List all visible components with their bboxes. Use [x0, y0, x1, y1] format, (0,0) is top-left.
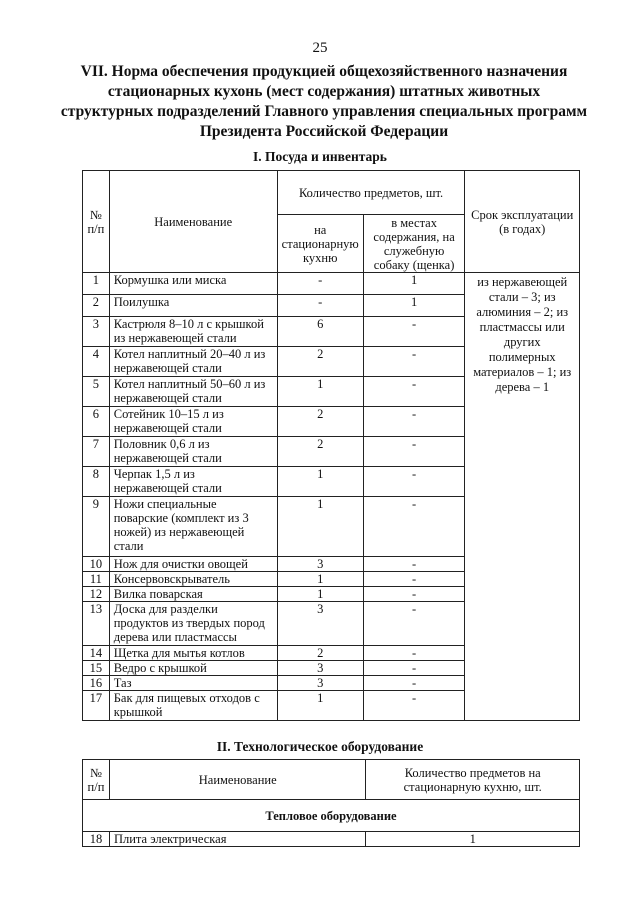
document-title: VII. Норма обеспечения продукцией общехозяйственного назначения стационарных кухонь (мест содержания) штатных животных структурных подразделений Главного управления специальных программ Президента Российской Федерации: [60, 63, 588, 140]
row-places: -: [363, 437, 465, 467]
row-kitchen: 1: [277, 467, 363, 497]
row-kitchen: 6: [277, 317, 363, 347]
row-kitchen: 1: [277, 691, 363, 721]
row-name: Черпак 1,5 л из нержавеющей стали: [109, 467, 277, 497]
header-num: № п/п: [83, 760, 110, 800]
header-name: Наименование: [109, 760, 365, 800]
row-kitchen: 1: [277, 572, 363, 587]
subheading-thermal: Тепловое оборудование: [83, 800, 580, 832]
page-number: 25: [312, 40, 328, 56]
row-places: 1: [363, 273, 465, 295]
row-places: -: [363, 557, 465, 572]
row-places: -: [363, 691, 465, 721]
header-term: Срок эксплуатации (в годах): [465, 171, 580, 273]
row-num: 8: [83, 467, 110, 497]
row-places: -: [363, 676, 465, 691]
row-kitchen: 1: [277, 377, 363, 407]
row-name: Кастрюля 8–10 л с крышкой из нержавеющей стали: [109, 317, 277, 347]
section-title-dishes: I. Посуда и инвентарь: [253, 149, 387, 164]
row-kitchen: 3: [277, 557, 363, 572]
row-name: Нож для очистки овощей: [109, 557, 277, 572]
row-kitchen: 3: [277, 602, 363, 646]
row-num: 14: [83, 646, 110, 661]
header-name: Наименование: [109, 171, 277, 273]
row-places: 1: [363, 295, 465, 317]
row-kitchen: 3: [277, 676, 363, 691]
row-num: 3: [83, 317, 110, 347]
row-name: Щетка для мытья котлов: [109, 646, 277, 661]
row-places: -: [363, 467, 465, 497]
row-num: 18: [83, 832, 110, 847]
row-places: -: [363, 646, 465, 661]
row-num: 17: [83, 691, 110, 721]
row-kitchen: 2: [277, 437, 363, 467]
row-name: Доска для разделки продуктов из твердых пород дерева или пластмассы: [109, 602, 277, 646]
row-name: Таз: [109, 676, 277, 691]
row-num: 13: [83, 602, 110, 646]
row-kitchen: 2: [277, 347, 363, 377]
row-places: -: [363, 497, 465, 557]
row-kitchen: 1: [277, 497, 363, 557]
row-name: Сотейник 10–15 л из нержавеющей стали: [109, 407, 277, 437]
row-kitchen: 3: [277, 661, 363, 676]
row-num: 1: [83, 273, 110, 295]
row-kitchen: 2: [277, 407, 363, 437]
row-name: Ведро с крышкой: [109, 661, 277, 676]
row-name: Котел наплитный 50–60 л из нержавеющей стали: [109, 377, 277, 407]
row-name: Ножи специальные поварские (комплект из 3 ножей) из нержавеющей стали: [109, 497, 277, 557]
row-num: 4: [83, 347, 110, 377]
row-qty: 1: [366, 832, 580, 847]
row-kitchen: -: [277, 295, 363, 317]
row-places: -: [363, 661, 465, 676]
section-title-equipment: II. Технологическое оборудование: [216, 739, 424, 754]
row-num: 6: [83, 407, 110, 437]
row-name: Котел наплитный 20–40 л из нержавеющей стали: [109, 347, 277, 377]
row-places: -: [363, 572, 465, 587]
row-name: Бак для пищевых отходов с крышкой: [109, 691, 277, 721]
row-num: 2: [83, 295, 110, 317]
row-num: 7: [83, 437, 110, 467]
row-num: 11: [83, 572, 110, 587]
row-places: -: [363, 377, 465, 407]
header-qty: Количество предметов на стационарную кухню, шт.: [366, 760, 580, 800]
row-name: Консервовскрыватель: [109, 572, 277, 587]
header-qty: Количество предметов, шт.: [277, 171, 465, 215]
row-places: -: [363, 587, 465, 602]
row-num: 10: [83, 557, 110, 572]
term-cell: из нержавеющей стали – 3; из алюминия – 2; из пластмассы или других полимерных материалов – 1; из дерева – 1: [465, 273, 580, 721]
row-num: 12: [83, 587, 110, 602]
equipment-table: [82, 759, 580, 847]
row-name: Вилка поварская: [109, 587, 277, 602]
row-num: 16: [83, 676, 110, 691]
row-places: -: [363, 407, 465, 437]
row-name: Половник 0,6 л из нержавеющей стали: [109, 437, 277, 467]
row-num: 5: [83, 377, 110, 407]
dishes-table: [82, 170, 580, 721]
row-places: -: [363, 602, 465, 646]
row-name: Плита электрическая: [109, 832, 365, 847]
row-kitchen: -: [277, 273, 363, 295]
row-num: 15: [83, 661, 110, 676]
row-places: -: [363, 317, 465, 347]
row-name: Поилушка: [109, 295, 277, 317]
row-kitchen: 2: [277, 646, 363, 661]
row-name: Кормушка или миска: [109, 273, 277, 295]
row-kitchen: 1: [277, 587, 363, 602]
header-qty-places: в местах содержания, на служебную собаку (щенка): [363, 215, 465, 273]
header-qty-kitchen: на стационарную кухню: [277, 215, 363, 273]
row-num: 9: [83, 497, 110, 557]
header-num: № п/п: [83, 171, 110, 273]
row-places: -: [363, 347, 465, 377]
